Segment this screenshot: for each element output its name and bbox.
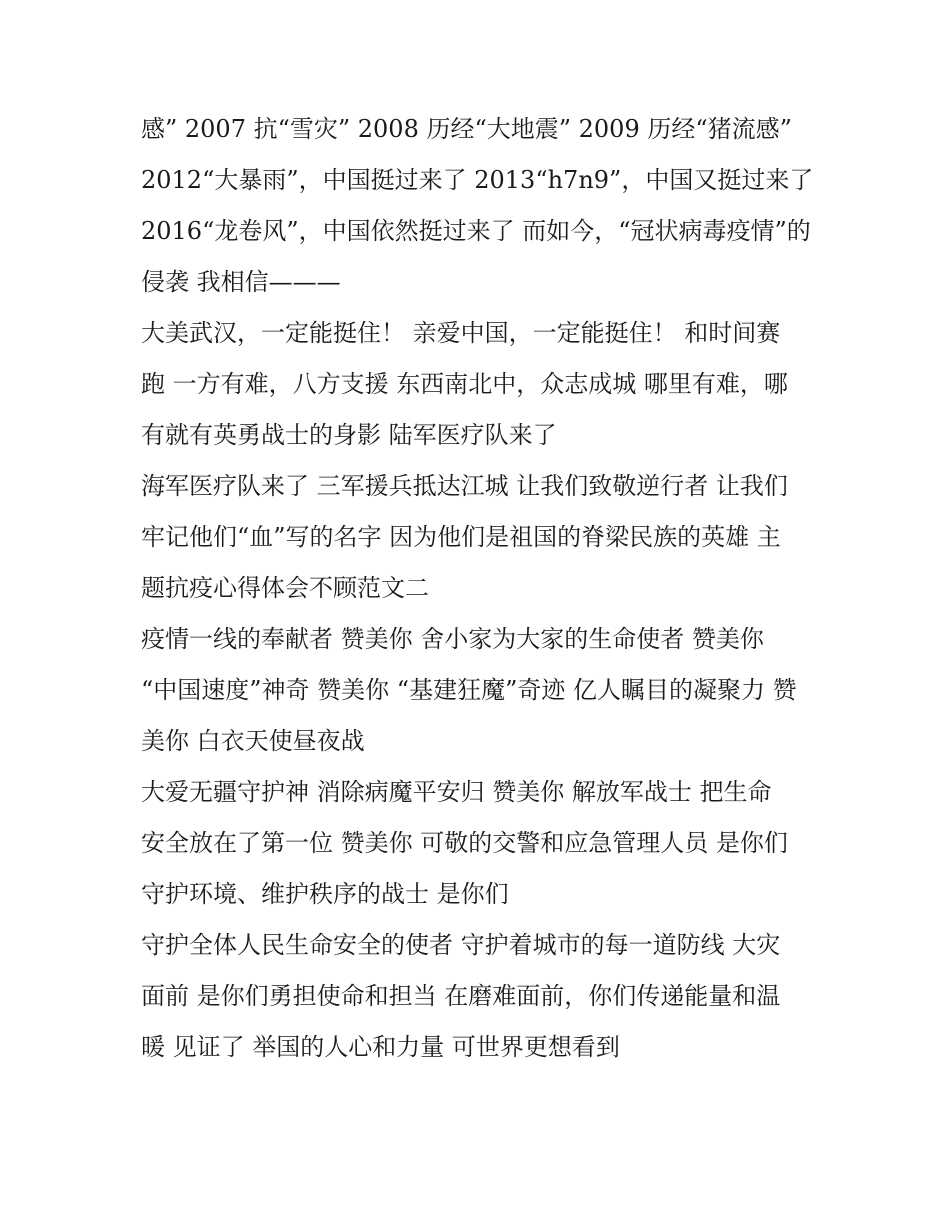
text-line: 面前 是你们勇担使命和担当 在磨难面前，你们传递能量和温 [141, 982, 781, 1010]
text-line: 守护环境、维护秩序的战士 是你们 [141, 880, 509, 908]
text-line: 有就有英勇战士的身影 陆军医疗队来了 [141, 421, 557, 449]
text-line: 侵袭 我相信——— [141, 268, 341, 296]
text-line: 2016“龙卷风”，中国依然挺过来了 而如今，“冠状病毒疫情”的 [141, 217, 811, 245]
body-text [141, 104, 821, 1073]
text-line: 2012“大暴雨”，中国挺过来了 2013“h7n9”，中国又挺过来了 [141, 166, 814, 194]
text-line: 题抗疫心得体会不顾范文二 [141, 574, 429, 602]
text-line: 大美武汉，一定能挺住！ 亲爱中国，一定能挺住！ 和时间赛 [141, 319, 781, 347]
text-line: 疫情一线的奉献者 赞美你 舍小家为大家的生命使者 赞美你 [141, 625, 764, 653]
text-line: 美你 白衣天使昼夜战 [141, 727, 365, 755]
text-line: 守护全体人民生命安全的使者 守护着城市的每一道防线 大灾 [141, 931, 781, 959]
text-line: 感” 2007 抗“雪灾” 2008 历经“大地震” 2009 历经“猪流感” [141, 115, 792, 143]
text-line: 海军医疗队来了 三军援兵抵达江城 让我们致敬逆行者 让我们 [141, 472, 788, 500]
text-line: 跑 一方有难，八方支援 东西南北中，众志成城 哪里有难，哪 [141, 370, 788, 398]
text-line: 安全放在了第一位 赞美你 可敬的交警和应急管理人员 是你们 [141, 829, 788, 857]
text-line: 牢记他们“血”写的名字 因为他们是祖国的脊梁民族的英雄 主 [141, 523, 781, 551]
text-line: 大爱无疆守护神 消除病魔平安归 赞美你 解放军战士 把生命 [141, 778, 772, 806]
text-line: “中国速度”神奇 赞美你 “基建狂魔”奇迹 亿人瞩目的凝聚力 赞 [141, 676, 797, 704]
text-line: 暖 见证了 举国的人心和力量 可世界更想看到 [141, 1033, 620, 1061]
